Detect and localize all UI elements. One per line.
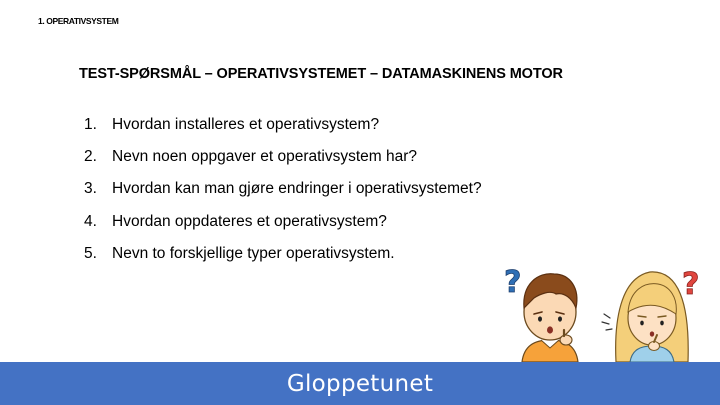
question-number: 3.: [84, 180, 97, 198]
boy-question-mark: ?: [504, 265, 522, 300]
question-item: [84, 116, 482, 148]
question-item: [84, 180, 482, 212]
question-text: Nevn to forskjellige typer operativsystem.: [112, 244, 395, 262]
question-item: [84, 213, 482, 245]
boy-figure: [522, 274, 578, 362]
girl-figure: [602, 272, 688, 362]
question-text: Hvordan kan man gjøre endringer i operativsystemet?: [112, 180, 482, 198]
question-number: 1.: [84, 116, 97, 133]
question-text: Hvordan oppdateres et operativsystem?: [112, 212, 387, 230]
slide-title: TEST-SPØRSMÅL – OPERATIVSYSTEMET – DATAMASKINENS MOTOR: [79, 66, 563, 82]
footer-text: Gloppetunet: [286, 370, 434, 397]
question-item: [84, 148, 482, 180]
question-list: [84, 116, 482, 277]
confused-children-illustration: [494, 262, 720, 362]
footer-bar: [0, 362, 720, 405]
question-text: Nevn noen oppgaver et operativsystem har?: [112, 148, 418, 166]
section-label: 1. OPERATIVSYSTEM: [38, 16, 119, 26]
question-text: Hvordan installeres et operativsystem?: [112, 116, 380, 133]
question-number: 5.: [84, 244, 97, 262]
question-item: [84, 245, 482, 277]
question-number: 4.: [84, 212, 97, 230]
question-number: 2.: [84, 148, 97, 166]
girl-question-mark: ?: [682, 267, 700, 302]
